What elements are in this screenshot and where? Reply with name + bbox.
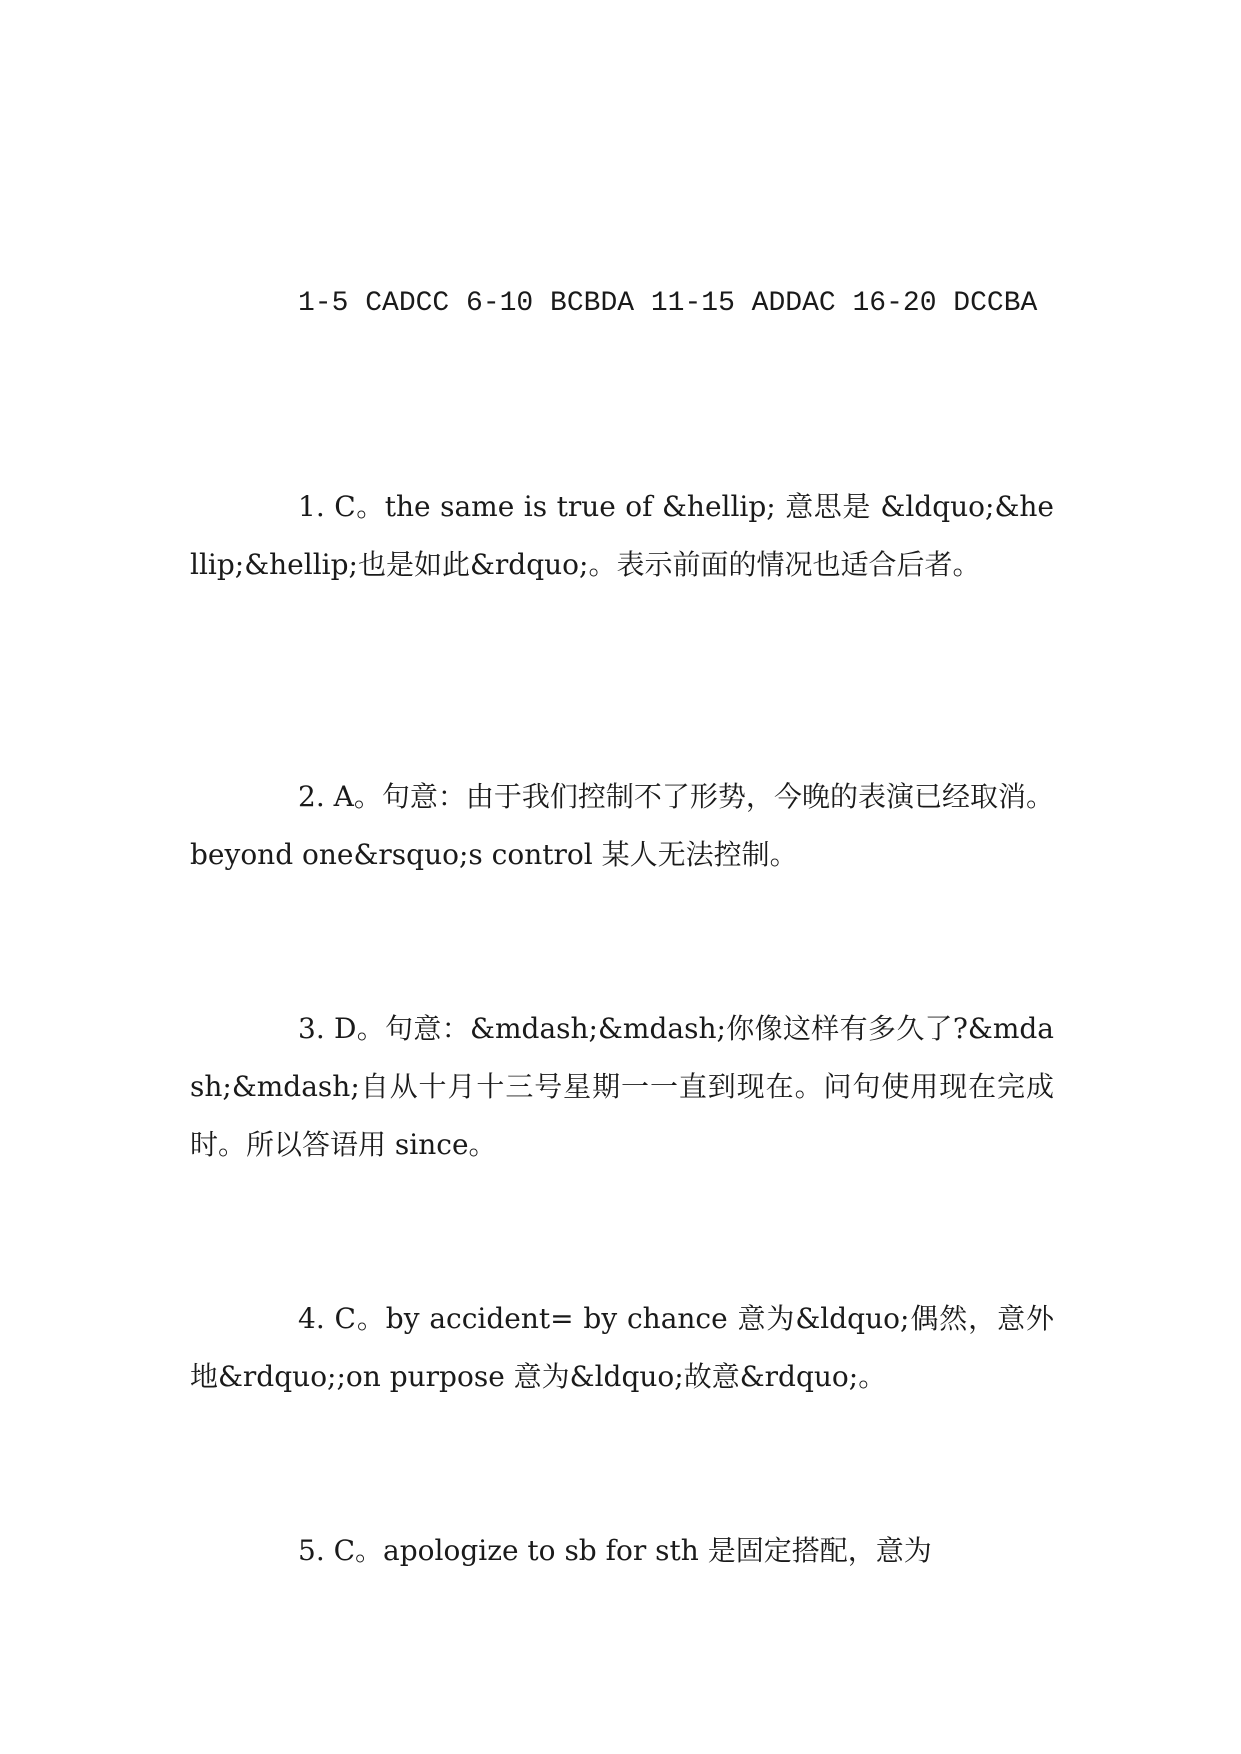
- answer-key-line: 1-5 CADCC 6-10 BCBDA 11-15 ADDAC 16-20 DCCBA: [298, 288, 1038, 319]
- explanation-5: 5. C。apologize to sb for sth 是固定搭配，意为: [298, 1534, 932, 1567]
- explanation-3: 3. D。句意：&mdash;&mdash;你像这样有多久了?&mdash;&mdash;自从十月十三号星期一一直到现在。问句使用现在完成时。所以答语用 since。: [190, 1012, 1054, 1161]
- explanation-1: 1. C。the same is true of &hellip; 意思是 &ldquo;&hellip;&hellip;也是如此&rdquo;。表示前面的情况也适合后者。: [190, 490, 1054, 581]
- explanation-2: 2. A。句意：由于我们控制不了形势，今晚的表演已经取消。 beyond one&rsquo;s control 某人无法控制。: [190, 780, 1054, 871]
- explanation-4: 4. C。by accident= by chance 意为&ldquo;偶然，意外地&rdquo;;on purpose 意为&ldquo;故意&rdquo;。: [190, 1302, 1054, 1393]
